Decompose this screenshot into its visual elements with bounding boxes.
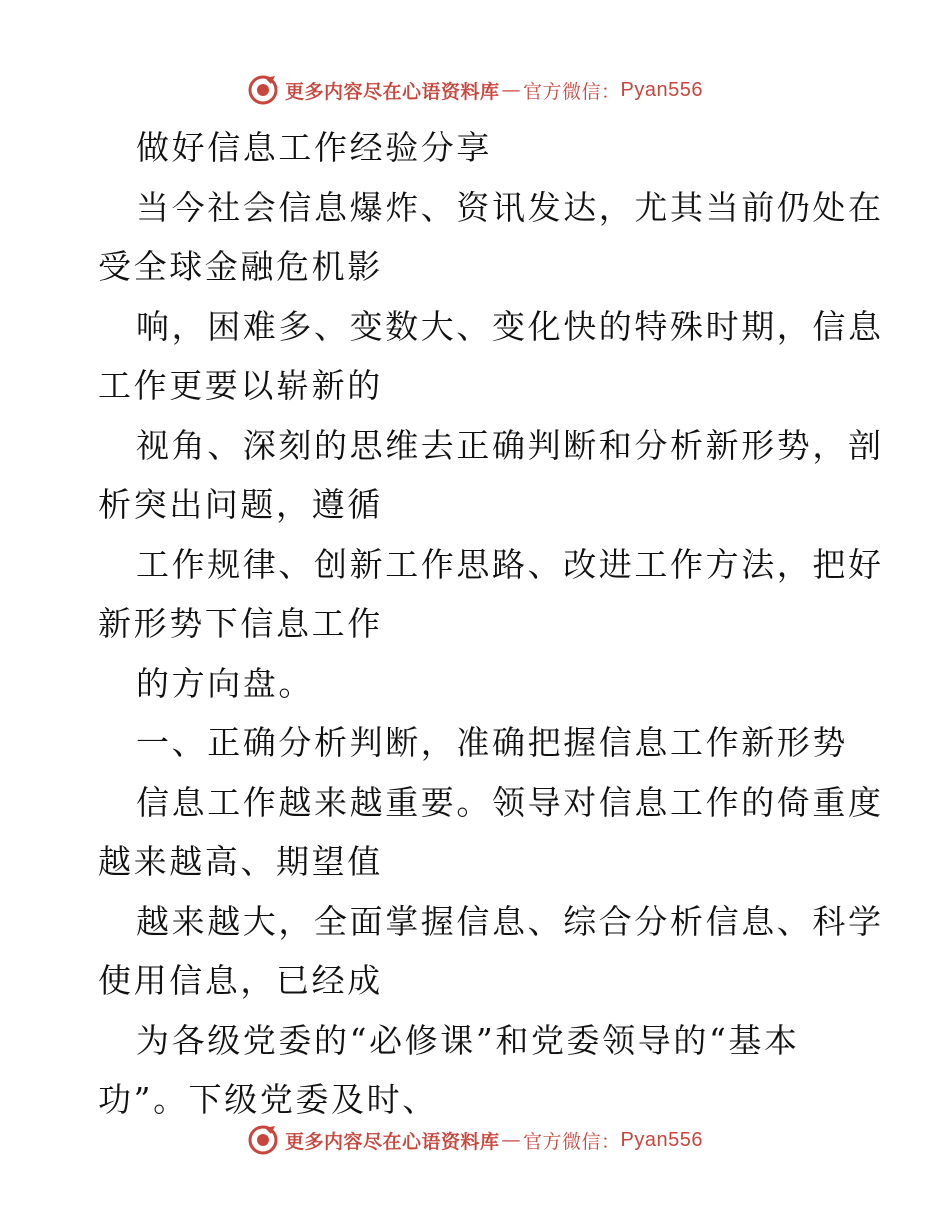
paragraph-line: 的方向盘。 <box>136 663 314 703</box>
banner-wechat-label: 官方微信： <box>523 1130 621 1153</box>
banner-wechat-id: Pyan556 <box>620 1128 703 1151</box>
banner-separator: — <box>501 79 522 101</box>
paragraph-line: 当今社会信息爆炸、资讯发达，尤其当前仍处在 <box>136 187 884 227</box>
paragraph-line: 新形势下信息工作 <box>98 604 383 643</box>
footer-banner <box>0 1120 950 1160</box>
brand-logo-icon <box>247 1124 279 1156</box>
document-title: 做好信息工作经验分享 <box>136 128 492 167</box>
paragraph-line: 功”。下级党委及时、 <box>98 1080 438 1119</box>
paragraph-line: 越来越高、期望值 <box>98 842 383 881</box>
banner-brand-text: 更多内容尽在心语资料库 <box>285 1130 500 1153</box>
paragraph-line: 使用信息，已经成 <box>98 961 383 1000</box>
paragraph-line: 响，困难多、变数大、变化快的特殊时期，信息 <box>136 306 884 346</box>
header-banner <box>0 70 950 110</box>
document-body <box>98 118 884 1130</box>
banner-wechat-id: Pyan556 <box>620 78 703 101</box>
section-heading: 一、正确分析判断，准确把握信息工作新形势 <box>136 723 848 762</box>
paragraph-line: 受全球金融危机影 <box>98 247 383 286</box>
paragraph-line: 为各级党委的“必修课”和党委领导的“基本 <box>136 1020 800 1060</box>
paragraph-line: 视角、深刻的思维去正确判断和分析新形势，剖 <box>136 425 884 465</box>
banner-wechat-label: 官方微信： <box>523 80 621 103</box>
paragraph-line: 信息工作越来越重要。领导对信息工作的倚重度 <box>136 782 884 822</box>
paragraph-line: 工作更要以崭新的 <box>98 366 383 405</box>
banner-separator: — <box>501 1129 522 1151</box>
banner-brand-text: 更多内容尽在心语资料库 <box>285 80 500 103</box>
brand-logo-icon <box>247 74 279 106</box>
paragraph-line: 析突出问题，遵循 <box>98 485 383 524</box>
paragraph-line: 越来越大，全面掌握信息、综合分析信息、科学 <box>136 901 884 941</box>
paragraph-line: 工作规律、创新工作思路、改进工作方法，把好 <box>136 544 884 584</box>
